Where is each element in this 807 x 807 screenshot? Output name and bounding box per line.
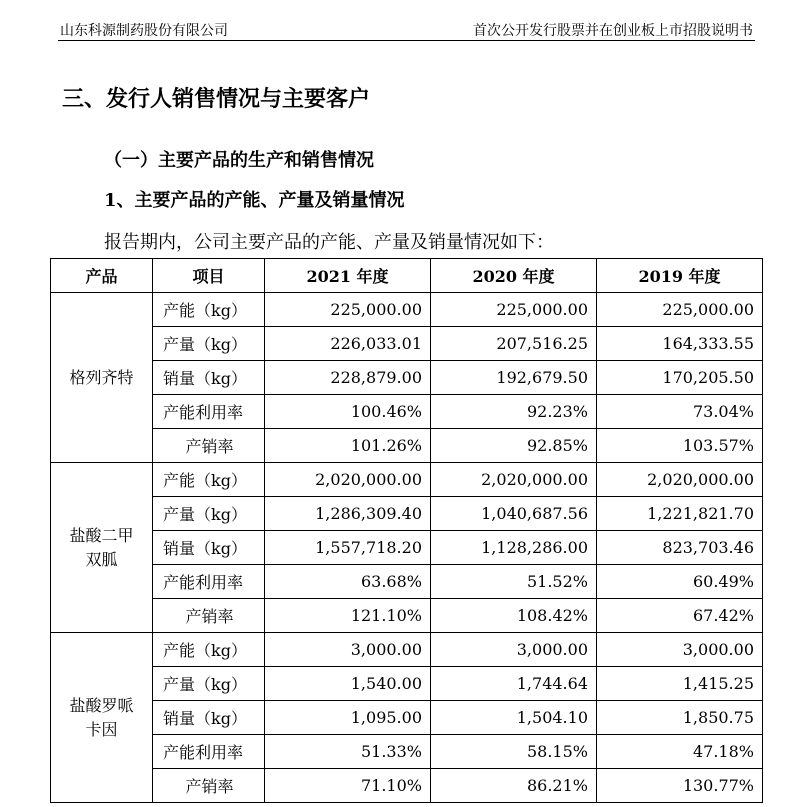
table-row: [51, 565, 763, 599]
value-2020-cell: 92.85%: [431, 429, 597, 463]
item-cell: 产量（kg）: [153, 327, 265, 361]
capacity-table: [50, 258, 763, 803]
item-cell: 销量（kg）: [153, 701, 265, 735]
value-2019-cell: 1,415.25: [597, 667, 763, 701]
value-2021-cell: 100.46%: [265, 395, 431, 429]
table-row: [51, 327, 763, 361]
table-row: [51, 293, 763, 327]
item-cell: 产销率: [153, 769, 265, 803]
value-2021-cell: 1,286,309.40: [265, 497, 431, 531]
table-row: [51, 667, 763, 701]
table-row: [51, 497, 763, 531]
table-row: [51, 531, 763, 565]
item-cell: 产能利用率: [153, 395, 265, 429]
value-2020-cell: 86.21%: [431, 769, 597, 803]
value-2019-cell: 1,850.75: [597, 701, 763, 735]
value-2021-cell: 2,020,000.00: [265, 463, 431, 497]
item-cell: 产销率: [153, 599, 265, 633]
intro-paragraph: 报告期内，公司主要产品的产能、产量及销量情况如下：: [104, 232, 554, 253]
table-header-row: [51, 259, 763, 293]
item-cell: 产销率: [153, 429, 265, 463]
value-2021-cell: 3,000.00: [265, 633, 431, 667]
item-cell: 产能利用率: [153, 565, 265, 599]
value-2019-cell: 164,333.55: [597, 327, 763, 361]
table-row: [51, 599, 763, 633]
header-2020: 2020 年度: [431, 259, 597, 293]
value-2021-cell: 71.10%: [265, 769, 431, 803]
value-2021-cell: 228,879.00: [265, 361, 431, 395]
item-cell: 产量（kg）: [153, 667, 265, 701]
item-cell: 产量（kg）: [153, 497, 265, 531]
value-2021-cell: 1,540.00: [265, 667, 431, 701]
value-2020-cell: 1,128,286.00: [431, 531, 597, 565]
value-2021-cell: 63.68%: [265, 565, 431, 599]
value-2020-cell: 3,000.00: [431, 633, 597, 667]
value-2020-cell: 1,744.64: [431, 667, 597, 701]
header-item: 项目: [153, 259, 265, 293]
value-2019-cell: 225,000.00: [597, 293, 763, 327]
value-2020-cell: 51.52%: [431, 565, 597, 599]
value-2021-cell: 1,557,718.20: [265, 531, 431, 565]
value-2020-cell: 1,040,687.56: [431, 497, 597, 531]
value-2019-cell: 103.57%: [597, 429, 763, 463]
value-2019-cell: 1,221,821.70: [597, 497, 763, 531]
item-cell: 销量（kg）: [153, 531, 265, 565]
table-row: [51, 735, 763, 769]
value-2021-cell: 101.26%: [265, 429, 431, 463]
item-cell: 销量（kg）: [153, 361, 265, 395]
company-name: 山东科源制药股份有限公司: [60, 23, 228, 39]
value-2019-cell: 3,000.00: [597, 633, 763, 667]
value-2021-cell: 226,033.01: [265, 327, 431, 361]
value-2019-cell: 73.04%: [597, 395, 763, 429]
header-2019: 2019 年度: [597, 259, 763, 293]
product-name-cell: 盐酸罗哌 卡因: [51, 633, 153, 803]
item-cell: 产能（kg）: [153, 293, 265, 327]
value-2020-cell: 207,516.25: [431, 327, 597, 361]
value-2019-cell: 60.49%: [597, 565, 763, 599]
item-cell: 产能（kg）: [153, 633, 265, 667]
value-2020-cell: 108.42%: [431, 599, 597, 633]
value-2019-cell: 130.77%: [597, 769, 763, 803]
value-2020-cell: 225,000.00: [431, 293, 597, 327]
value-2020-cell: 58.15%: [431, 735, 597, 769]
section-title: 三、发行人销售情况与主要客户: [62, 86, 371, 112]
value-2021-cell: 225,000.00: [265, 293, 431, 327]
table-row: [51, 463, 763, 497]
table-row: [51, 769, 763, 803]
document-title: 首次公开发行股票并在创业板上市招股说明书: [473, 23, 753, 39]
table-row: [51, 429, 763, 463]
value-2019-cell: 2,020,000.00: [597, 463, 763, 497]
value-2020-cell: 1,504.10: [431, 701, 597, 735]
subsection-title: （一）主要产品的生产和销售情况: [104, 150, 374, 171]
subsubsection-title: 1、主要产品的产能、产量及销量情况: [104, 190, 405, 211]
header-product: 产品: [51, 259, 153, 293]
table-row: [51, 633, 763, 667]
value-2020-cell: 2,020,000.00: [431, 463, 597, 497]
value-2020-cell: 192,679.50: [431, 361, 597, 395]
value-2019-cell: 823,703.46: [597, 531, 763, 565]
page-header: [58, 14, 755, 41]
table-row: [51, 395, 763, 429]
value-2021-cell: 51.33%: [265, 735, 431, 769]
value-2021-cell: 121.10%: [265, 599, 431, 633]
product-name-cell: 盐酸二甲 双胍: [51, 463, 153, 633]
table-row: [51, 361, 763, 395]
item-cell: 产能利用率: [153, 735, 265, 769]
value-2019-cell: 47.18%: [597, 735, 763, 769]
value-2019-cell: 170,205.50: [597, 361, 763, 395]
value-2021-cell: 1,095.00: [265, 701, 431, 735]
value-2019-cell: 67.42%: [597, 599, 763, 633]
header-2021: 2021 年度: [265, 259, 431, 293]
item-cell: 产能（kg）: [153, 463, 265, 497]
value-2020-cell: 92.23%: [431, 395, 597, 429]
table-row: [51, 701, 763, 735]
product-name-cell: 格列齐特: [51, 293, 153, 463]
table-body: [51, 293, 763, 803]
